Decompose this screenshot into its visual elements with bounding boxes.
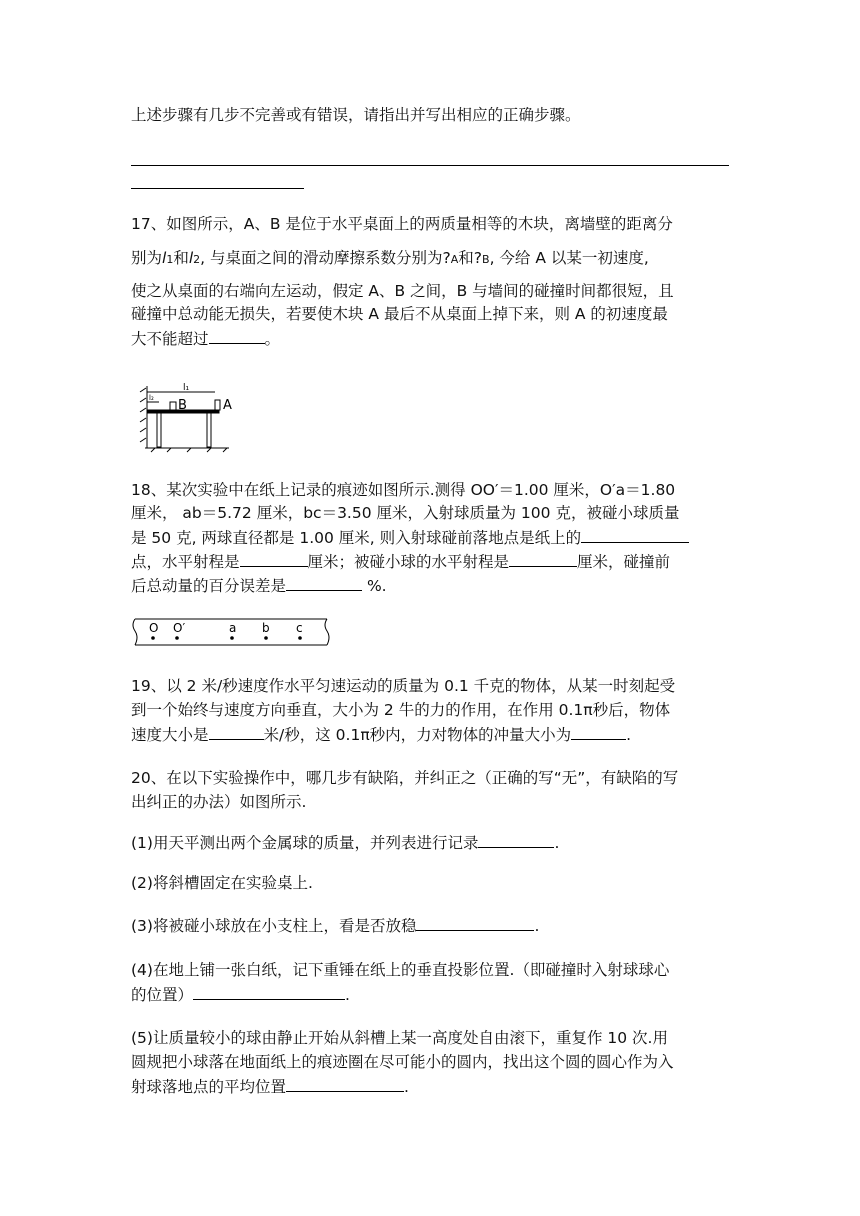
q20-step-1: (1)用天平测出两个金属球的质量，并列表进行记录 . [131,834,560,852]
q17-line-2: 别为l1和l2, 与桌面之间的滑动摩擦系数分别为?A和?B, 今给 A 以某一初速度, [131,249,649,267]
answer-blank [286,575,362,591]
q17-line-4: 碰撞中总动能无损失，若要使木块 A 最后不从桌面上掉下来，则 A 的初速度最 [131,305,668,323]
q20-step-5c: 射球落地点的平均位置 . [131,1078,409,1096]
answer-line-short [131,188,304,189]
answer-blank [581,527,689,543]
answer-blank [193,984,345,1000]
q19-line-3: 速度大小是 米/秒，这 0.1π秒内，力对物体的冲量大小为 . [131,726,632,744]
q20-step-3: (3)将被碰小球放在小支柱上，看是否放稳 . [131,917,540,935]
mark-a: a [229,621,237,635]
q17-number: 17、 [131,215,167,233]
label-block-a: A [223,398,232,413]
q17-line-5: 大不能超过 。 [131,330,281,348]
q18-line-1: 18、某次实验中在纸上记录的痕迹如图所示.测得 OO′＝1.00 厘米，O′a＝1.80 [131,481,676,499]
table-blocks-figure [137,378,247,454]
mark-o-prime: O′ [173,621,186,635]
q20-step-2: (2)将斜槽固定在实验桌上. [131,874,313,892]
mark-b: b [262,621,270,635]
q20-line-2: 出纠正的办法）如图所示. [131,793,307,811]
dot-c [298,636,302,640]
intro-text: 上述步骤有几步不完善或有错误，请指出并写出相应的正确步骤。 [131,106,581,124]
answer-blank [416,915,534,931]
answer-blank [286,1076,404,1092]
q20-step-4a: (4)在地上铺一张白纸，记下重锤在纸上的垂直投影位置.（即碰撞时入射球球心 [131,961,670,979]
q18-line-4: 点，水平射程是 厘米；被碰小球的水平射程是 厘米，碰撞前 [131,553,671,571]
q18-line-2: 厘米， ab＝5.72 厘米，bc＝3.50 厘米，入射球质量为 100 克，被碰小球质量 [131,504,680,522]
q20-line-1: 20、在以下实验操作中，哪几步有缺陷，并纠正之（正确的写“无”，有缺陷的写 [131,769,679,787]
q17-line-3: 使之从桌面的右端向左运动，假定 A、B 之间，B 与墙间的碰撞时间都很短，且 [131,282,674,300]
q17-line-1: 17、如图所示，A、B 是位于水平桌面上的两质量相等的木块，离墙壁的距离分 [131,215,673,233]
mark-o: O [149,621,159,635]
label-l1: l₁ [183,383,190,393]
mark-c: c [296,621,303,635]
q20-step-5b: 圆规把小球落在地面纸上的痕迹圈在尽可能小的圆内，找出这个圆的圆心作为入 [131,1053,674,1071]
dot-b [264,636,268,640]
answer-blank [571,724,626,740]
dot-o [151,636,155,640]
q18-line-5: 后总动量的百分误差是 %. [131,577,387,595]
answer-blank [240,551,308,567]
label-block-b: B [178,398,187,413]
dot-o-prime [175,636,179,640]
q18-line-3: 是 50 克, 两球直径都是 1.00 厘米, 则入射球碰前落地点是纸上的 [131,527,689,548]
answer-blank [509,551,577,567]
answer-blank [478,832,554,848]
paper-strip-figure [131,615,331,649]
q20-step-5a: (5)让质量较小的球由静止开始从斜槽上某一高度处自由滚下，重复作 10 次.用 [131,1029,668,1047]
answer-blank [209,328,265,344]
answer-blank [209,724,264,740]
q19-line-1: 19、以 2 米/秒速度作水平匀速运动的质量为 0.1 千克的物体，从某一时刻起受 [131,677,676,695]
q19-line-2: 到一个始终与速度方向垂直，大小为 2 牛的力的作用，在作用 0.1π秒后，物体 [131,701,671,719]
q20-step-4b: 的位置） . [131,986,350,1004]
dot-a [230,636,234,640]
answer-line [131,165,729,166]
label-l2: l₂ [149,394,154,402]
